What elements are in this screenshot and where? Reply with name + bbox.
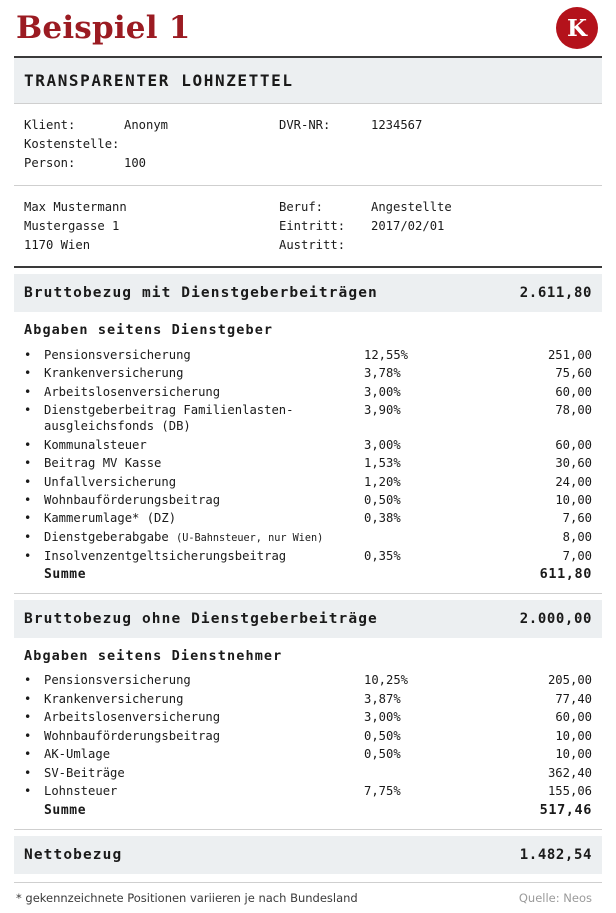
- bullet-icon: •: [24, 456, 32, 471]
- document-title-band: [14, 58, 602, 103]
- client-info-left: [24, 116, 279, 173]
- info-label: Klient:: [24, 118, 76, 132]
- position-label: Lohnsteuer: [44, 784, 118, 799]
- gross-without-employer-band: [14, 600, 602, 638]
- table-row: [24, 345, 592, 363]
- position-label: Wohnbauförderungsbeitrag: [44, 493, 221, 507]
- position-amount: 205,00: [547, 673, 592, 688]
- sum-amount: 517,46: [539, 801, 592, 818]
- position-label: Wohnbauförderungsbeitrag: [44, 728, 221, 743]
- info-row: [279, 198, 592, 217]
- employer-contributions-table: [24, 345, 592, 585]
- source-label: Quelle: Neos: [518, 891, 592, 905]
- table-row: [24, 472, 592, 490]
- info-row: [279, 236, 592, 255]
- position-label: Krankenversicherung: [44, 691, 184, 706]
- table-row: [24, 745, 592, 763]
- position-amount: 75,60: [555, 366, 592, 381]
- position-label: Beitrag MV Kasse: [44, 456, 162, 471]
- gross-with-employer-label: Bruttobezug mit Dienstgeberbeiträgen: [24, 285, 378, 302]
- info-label: Kostenstelle:: [24, 136, 120, 151]
- info-label: DVR-NR:: [279, 118, 331, 132]
- position-note: (U-Bahnsteuer, nur Wien): [176, 532, 324, 544]
- person-info-right: [279, 198, 592, 255]
- position-amount: 10,00: [555, 747, 592, 762]
- table-row: [24, 528, 592, 547]
- employee-section-title: Abgaben seitens Dienstnehmer: [24, 648, 283, 665]
- position-percent: 3,78%: [364, 366, 401, 381]
- net-pay-label: Nettobezug: [24, 846, 123, 863]
- position-amount: 362,40: [547, 765, 592, 780]
- sum-spacer: [24, 801, 44, 821]
- sum-label: Summe: [44, 802, 87, 818]
- table-sum-row: [24, 565, 592, 585]
- gross-with-employer-band: [14, 274, 602, 312]
- position-label: Kammerumlage* (DZ): [44, 511, 177, 526]
- position-amount: 30,60: [555, 456, 592, 471]
- page-header: [14, 0, 602, 56]
- bullet-icon: •: [24, 765, 32, 780]
- table-row: [24, 491, 592, 509]
- position-label: Insolvenzentgeltsicherungsbeitrag: [44, 548, 287, 563]
- position-percent: 12,55%: [364, 347, 409, 362]
- net-pay-amount: 1.482,54: [519, 846, 592, 863]
- table-row: [24, 382, 592, 400]
- bullet-icon: •: [24, 403, 32, 418]
- position-amount: 7,60: [562, 511, 592, 526]
- bullet-icon: •: [24, 548, 32, 563]
- info-row: [24, 116, 279, 135]
- sum-label: Summe: [44, 567, 87, 583]
- position-label: Unfallversicherung: [44, 474, 177, 489]
- bullet-icon: •: [24, 437, 32, 452]
- net-pay-band: [14, 836, 602, 874]
- info-label: Austritt:: [279, 237, 346, 252]
- info-row: [24, 217, 279, 236]
- position-percent: 3,90%: [364, 403, 401, 418]
- table-row: [24, 782, 592, 800]
- table-row: [24, 364, 592, 382]
- position-percent: 10,25%: [364, 673, 409, 688]
- employer-contributions-section: [14, 312, 602, 593]
- person-info-block: [14, 186, 602, 267]
- position-percent: 3,00%: [364, 710, 401, 725]
- position-amount: 10,00: [555, 493, 592, 507]
- employee-contributions-table: [24, 671, 592, 820]
- position-percent: 7,75%: [364, 784, 401, 799]
- table-row: [24, 509, 592, 527]
- table-row: [24, 708, 592, 726]
- info-row: [279, 116, 592, 135]
- info-row: [24, 154, 279, 173]
- person-city: 1170 Wien: [24, 237, 91, 252]
- bullet-icon: •: [24, 529, 32, 544]
- bullet-icon: •: [24, 347, 32, 362]
- bullet-icon: •: [24, 511, 32, 526]
- table-row: [24, 764, 592, 782]
- page-footer: [14, 882, 602, 905]
- position-percent: [364, 528, 459, 547]
- client-info-right: [279, 116, 592, 173]
- bullet-icon: •: [24, 384, 32, 399]
- position-percent: 1,20%: [364, 474, 401, 489]
- client-info-block: [14, 104, 602, 185]
- position-percent: 3,00%: [364, 437, 401, 452]
- position-label: SV-Beiträge: [44, 765, 125, 780]
- bullet-icon: •: [24, 747, 32, 762]
- position-amount: 155,06: [547, 784, 592, 799]
- info-label: Beruf:: [279, 199, 324, 214]
- table-row: [24, 690, 592, 708]
- position-percent: 0,35%: [364, 548, 401, 563]
- table-row: [24, 454, 592, 472]
- position-label: Dienstgeberbeitrag Familienlasten- ausgleichsfonds (DB): [44, 403, 294, 434]
- position-amount: 60,00: [555, 437, 592, 452]
- gross-with-employer-amount: 2.611,80: [519, 285, 592, 302]
- info-value: 2017/02/01: [371, 218, 445, 233]
- position-label: Kommunalsteuer: [44, 437, 147, 452]
- sum-percent: [364, 565, 459, 585]
- table-row: [24, 435, 592, 453]
- bullet-icon: •: [24, 673, 32, 688]
- info-row: [24, 236, 279, 255]
- sum-amount: 611,80: [539, 566, 592, 583]
- person-street: Mustergasse 1: [24, 218, 120, 233]
- person-info-left: [24, 198, 279, 255]
- position-amount: 24,00: [555, 474, 592, 489]
- position-percent: 0,38%: [364, 511, 401, 526]
- position-amount: 60,00: [555, 384, 592, 399]
- sum-spacer: [24, 565, 44, 585]
- position-percent: 3,00%: [364, 384, 401, 399]
- person-name: Max Mustermann: [24, 199, 127, 214]
- bullet-icon: •: [24, 366, 32, 381]
- info-value: Angestellte: [371, 199, 452, 214]
- bullet-icon: •: [24, 493, 32, 507]
- info-value: 1234567: [371, 118, 423, 132]
- position-amount: 77,40: [555, 691, 592, 706]
- position-amount: 78,00: [555, 403, 592, 418]
- position-percent: 0,50%: [364, 493, 401, 507]
- page-title: Beispiel 1: [16, 10, 191, 46]
- gross-without-employer-label: Bruttobezug ohne Dienstgeberbeiträge: [24, 611, 378, 628]
- position-percent: [364, 764, 459, 782]
- position-percent: 0,50%: [364, 747, 401, 762]
- employer-section-title: Abgaben seitens Dienstgeber: [24, 322, 274, 339]
- info-label: Eintritt:: [279, 218, 346, 233]
- position-amount: 60,00: [555, 710, 592, 725]
- position-amount: 251,00: [547, 347, 592, 362]
- position-label: Arbeitslosenversicherung: [44, 710, 221, 725]
- brand-logo: K: [556, 7, 598, 49]
- sum-percent: [364, 801, 459, 821]
- table-row: [24, 671, 592, 689]
- bullet-icon: •: [24, 691, 32, 706]
- bullet-icon: •: [24, 474, 32, 489]
- position-percent: 0,50%: [364, 728, 401, 743]
- position-label: Arbeitslosenversicherung: [44, 384, 221, 399]
- document-title: TRANSPARENTER LOHNZETTEL: [24, 71, 294, 90]
- info-row: [24, 135, 279, 154]
- employee-contributions-section: [14, 638, 602, 828]
- table-row: [24, 727, 592, 745]
- bullet-icon: •: [24, 728, 32, 743]
- position-label: Dienstgeberabgabe (U-Bahnsteuer, nur Wien): [44, 529, 324, 544]
- gross-without-employer-amount: 2.000,00: [519, 611, 592, 628]
- info-value: 100: [124, 155, 147, 170]
- info-value: Anonym: [124, 118, 169, 132]
- position-amount: 7,00: [562, 548, 592, 563]
- position-label: Pensionsversicherung: [44, 673, 191, 688]
- position-amount: 10,00: [555, 728, 592, 743]
- info-row: [279, 217, 592, 236]
- position-label: Pensionsversicherung: [44, 347, 191, 362]
- table-row: [24, 401, 592, 436]
- bullet-icon: •: [24, 784, 32, 799]
- info-row: [24, 198, 279, 217]
- position-label: Krankenversicherung: [44, 366, 184, 381]
- info-label: Person:: [24, 155, 76, 170]
- table-row: [24, 547, 592, 565]
- bullet-icon: •: [24, 710, 32, 725]
- position-amount: 8,00: [562, 529, 592, 544]
- footnote: * gekennzeichnete Positionen variieren je nach Bundesland: [16, 891, 358, 905]
- position-label: AK-Umlage: [44, 747, 111, 762]
- table-sum-row: [24, 801, 592, 821]
- position-percent: 3,87%: [364, 691, 401, 706]
- position-percent: 1,53%: [364, 456, 401, 471]
